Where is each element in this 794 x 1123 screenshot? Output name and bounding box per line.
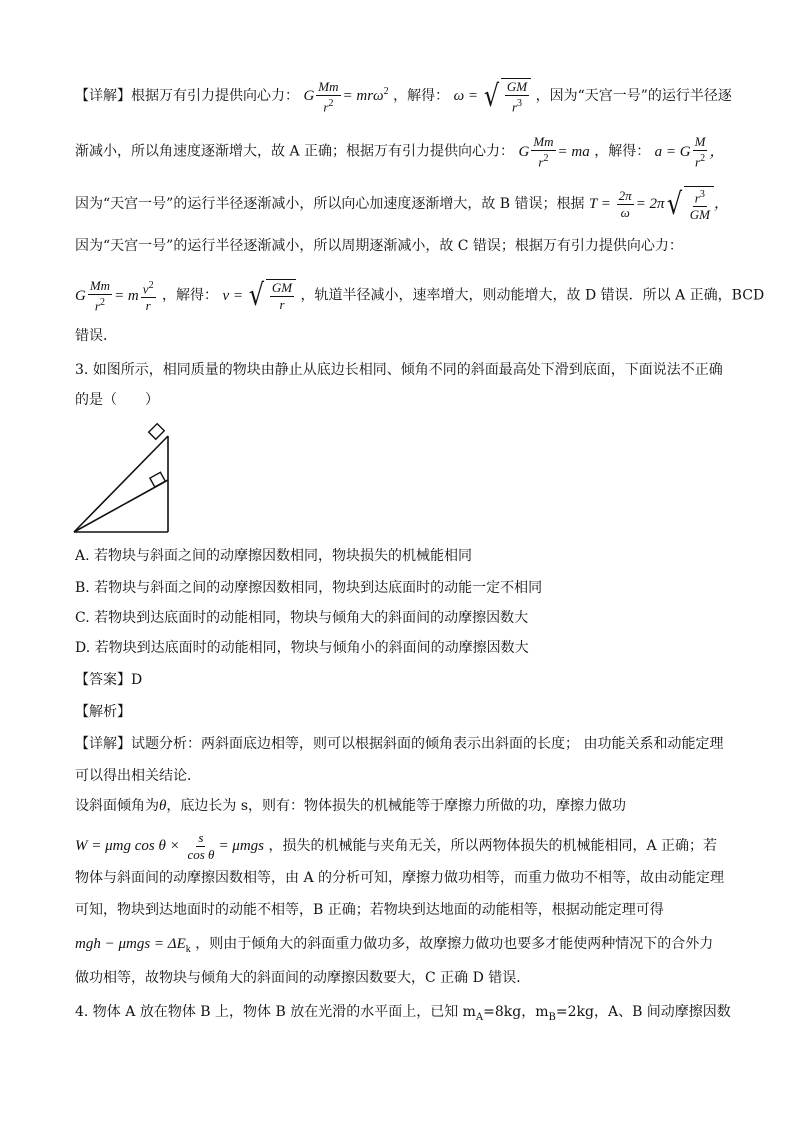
text: 做功相等，故物块与倾角大的斜面间的动摩擦因数要大，C 正确 D 错误． [75,970,531,986]
text: 错误． [75,328,117,344]
detail-line-5 [75,278,764,314]
text: 物体与斜面间的动摩擦因数相等，由 A 的分析可知，摩擦力做功相等，而重力做功不相等，故由动能定理 [75,870,725,886]
detail-line-1 [75,78,732,115]
text: 4. 物体 A 放在物体 B 上，物体 B 放在光滑的水平面上，已知 m [75,1004,476,1020]
formula-gravity-accel: G $\frac{Mm}{r^2}$ = ma [518,134,590,170]
option-c [75,608,528,628]
text: 可以得出相关结论． [75,768,201,784]
text: ，则由于倾角大的斜面重力做功多，故摩擦力做功也要多才能使两种情况下的合外力 [195,936,714,952]
text: ，底边长为 s，则有：物体损失的机械能等于摩擦力所做的功，摩擦力做功 [166,798,627,814]
text: ，因为“天宫一号”的运行半径逐 [535,88,732,105]
subscript: B [548,1011,556,1023]
text: 3. 如图所示，相同质量的物块由静止从底边长相同、倾角不同的斜面最高处下滑到底面，下面说法不正确 [75,362,723,378]
formula-gravity-omega: G $\frac{Mm}{r^2}$ = mrω$^2$ [303,78,389,114]
text: ，损失的机械能与夹角无关，所以两物体损失的机械能相同，A 正确；若 [268,837,718,854]
text: D. 若物块到达底面时的动能相同，物块与倾角小的斜面间的动摩擦因数大 [75,640,529,656]
question-3-stem-2 [75,390,159,410]
option-a [75,546,472,566]
detail-q3-7 [75,934,713,960]
text: ，轨道半径减小，速率增大，则动能增大，故 D 错误．所以 A 正确，BCD [300,287,765,304]
text: 因为“天宫一号”的运行半径逐渐减小，所以周期逐渐减小，故 C 错误；根据万有引力提供向心力： [75,238,683,254]
detail-q3-8 [75,968,530,988]
option-d [75,638,529,658]
text: 【答案】D [75,672,143,688]
detail-q3-1 [75,734,723,754]
formula-omega: ω = √ $\frac{GM}{r^3}$ [454,88,532,104]
text: 设斜面倾角为 [75,798,159,814]
text: 【解析】 [75,704,131,720]
text: ，解得： [393,88,450,105]
theta-symbol: θ [159,798,167,814]
text: C. 若物块到达底面时的动能相同，物块与倾角大的斜面间的动摩擦因数大 [75,610,529,626]
text: 【详解】试题分析：两斜面底边相等，则可以根据斜面的倾角表示出斜面的长度； 由功能关系和动能定理 [75,736,724,752]
detail-q3-5 [75,868,724,888]
question-4-stem [75,1002,731,1028]
text: ，解得： [162,287,219,304]
text: 的是（ ） [75,392,159,408]
detail-line-3 [75,186,729,223]
text: 因为“天宫一号”的运行半径逐渐减小，所以向心加速度逐渐增大，故 B 错误；根据 [75,196,585,213]
formula-period: T = $\frac{2\pi}{\omega}$ = 2π √ $\frac{r^3}{GM}$ ， [588,186,729,223]
text: B. 若物块与斜面之间的动摩擦因数相同，物块到达底面时的动能一定不相同 [75,580,543,596]
detail-q3-3 [75,796,626,816]
incline-figure [70,422,210,538]
answer [75,670,142,690]
formula-gravity-velocity: G $\frac{Mm}{r^2}$ = m $\frac{v^2}{r}$ [75,278,154,314]
text: 可知，物块到达地面时的动能不相等，B 正确；若物块到达地面的动能相等，根据动能定理可得 [75,902,664,918]
formula-v: v = √ $\frac{GM}{r}$ [222,288,296,304]
analysis-heading [75,702,131,722]
text: =2kg，A、B 间动摩擦因数 [555,1004,731,1020]
text: A. 若物块与斜面之间的动摩擦因数相同，物块损失的机械能相同 [75,548,473,564]
figure-shallow-incline [74,480,168,532]
detail-line-2 [75,134,724,170]
text: 渐减小，所以角速度逐渐增大，故 A 正确；根据万有引力提供向心力： [75,143,515,160]
detail-q3-2 [75,766,201,786]
formula-work-friction: W = μmg cos θ × $\frac{s}{\text{cos θ}}$ = μmgs [75,830,265,862]
block-top [149,424,165,440]
formula-energy: mgh − $\mu mgs = \Delta E_k$ [75,936,191,955]
subscript: A [475,1011,484,1023]
option-b [75,578,542,598]
text: 【详解】根据万有引力提供向心力： [75,88,299,105]
text: =8kg，m [483,1004,549,1020]
detail-q3-6 [75,900,664,920]
detail-line-4 [75,236,683,256]
detail-line-6 [75,326,117,346]
detail-q3-4 [75,830,717,863]
question-3-stem [75,360,723,380]
formula-a: a = G $\frac{M}{r^2}$ ， [654,134,725,170]
text: ，解得： [594,143,651,160]
block-lower [150,472,165,487]
